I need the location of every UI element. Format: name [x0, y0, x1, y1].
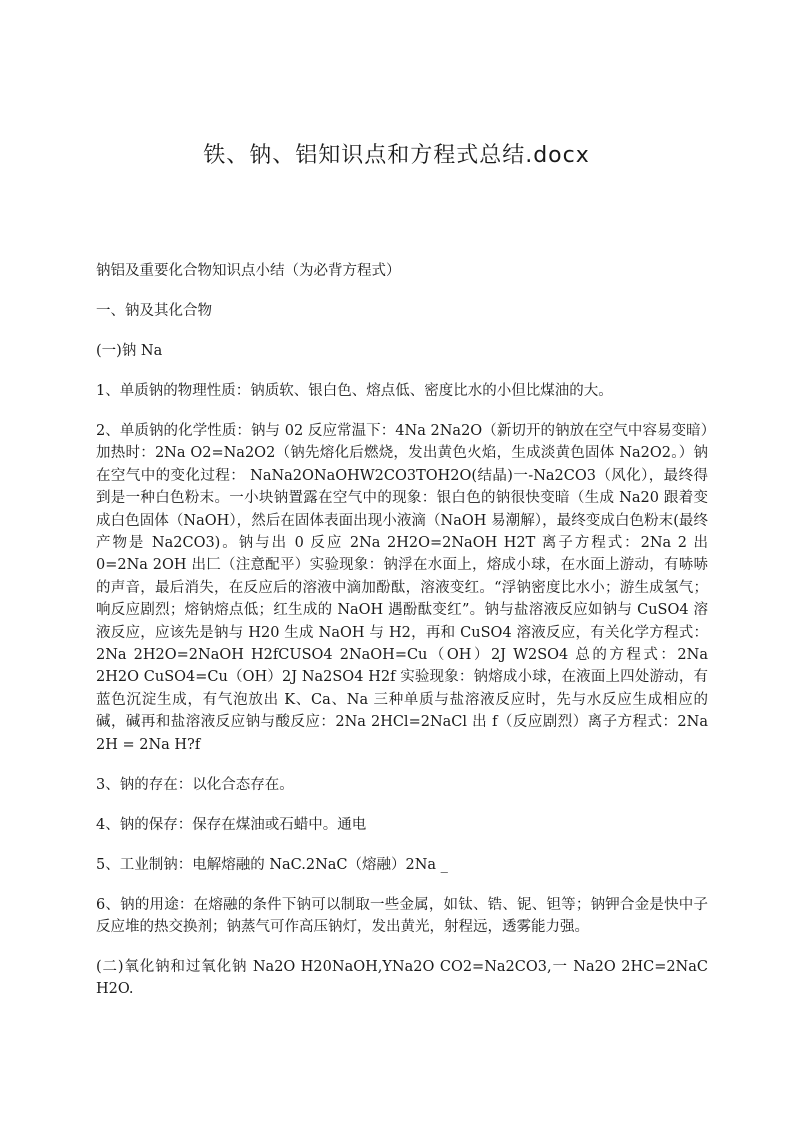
- paragraph-chemical-properties: 2、单质钠的化学性质：钠与 02 反应常温下：4Na 2Na2O（新切开的钠放在空气中容易变暗）加热时：2Na O2=Na2O2（钠先熔化后燃烧，发出黄色火焰，生成淡黄色固体 Na2O2。）钠在空气中的变化过程： NaNa2ONaOHW2CO3TOH2O(结晶)一-Na2CO3（风化），最终得到是一种白色粉末。一小块钠置露在空气中的现象：银白色的钠很快变暗（生成 Na20 跟着变成白色固体（NaOH），然后在固体表面出现小液滴（NaOH 易潮解），最终变成白色粉末(最终产物是 Na2CO3)。钠与出 0 反应 2Na 2H2O=2NaOH H2T 离子方程式：2Na 2 出 0=2Na 2OH 出匚（注意配平）实验现象：钠浮在水面上，熔成小球，在水面上游动，有哧哧的声音，最后消失，在反应后的溶液中滴加酚酞，溶液变红。“浮钠密度比水小；游生成氢气；响反应剧烈；熔钠熔点低；红生成的 NaOH 遇酚酞变红”。钠与盐溶液反应如钠与 CuSO4 溶液反应，应该先是钠与 H20 生成 NaOH 与 H2，再和 CuSO4 溶液反应，有关化学方程式：2Na 2H2O=2NaOH H2fCUSO4 2NaOH=Cu（OH）2J W2SO4 总的方程式：2Na 2H2O CuSO4=Cu（OH）2J Na2SO4 H2f 实验现象：钠熔成小球，在液面上四处游动，有蓝色沉淀生成，有气泡放出 K、Ca、Na 三种单质与盐溶液反应时，先与水反应生成相应的碱，碱再和盐溶液反应钠与酸反应：2Na 2HCl=2NaCl 出 f（反应剧烈）离子方程式：2Na 2H = 2Na H?f: [96, 423, 708, 753]
- document-body: [96, 260, 708, 1018]
- paragraph-oxides: (二)氧化钠和过氧化钠 Na2O H20NaOH,YNa2O CO2=Na2CO3,一 Na2O 2HC=2NaC H2O.: [96, 959, 708, 998]
- document-title: 铁、钠、铝知识点和方程式总结.docx: [203, 143, 590, 168]
- paragraph-existence: 3、钠的存在：以化合态存在。: [96, 777, 294, 794]
- paragraph-storage: 4、钠的保存：保存在煤油或石蜡中。通电: [96, 817, 367, 834]
- paragraph-industrial-production: 5、工业制钠：电解熔融的 NaC.2NaC（熔融）2Na _: [96, 857, 448, 874]
- paragraph-uses: 6、钠的用途：在熔融的条件下钠可以制取一些金属，如钛、锆、铌、钽等；钠钾合金是快中子反应堆的热交换剂；钠蒸气可作高压钠灯，发出黄光，射程远，透雾能力强。: [96, 897, 708, 936]
- section-heading-sodium: 一、钠及其化合物: [96, 303, 212, 319]
- paragraph-intro: 钠铝及重要化合物知识点小结（为必背方程式）: [96, 263, 401, 279]
- subsection-heading-na: (一)钠 Na: [96, 343, 163, 359]
- paragraph-physical-properties: 1、单质钠的物理性质：钠质软、银白色、熔点低、密度比水的小但比煤油的大。: [96, 383, 613, 399]
